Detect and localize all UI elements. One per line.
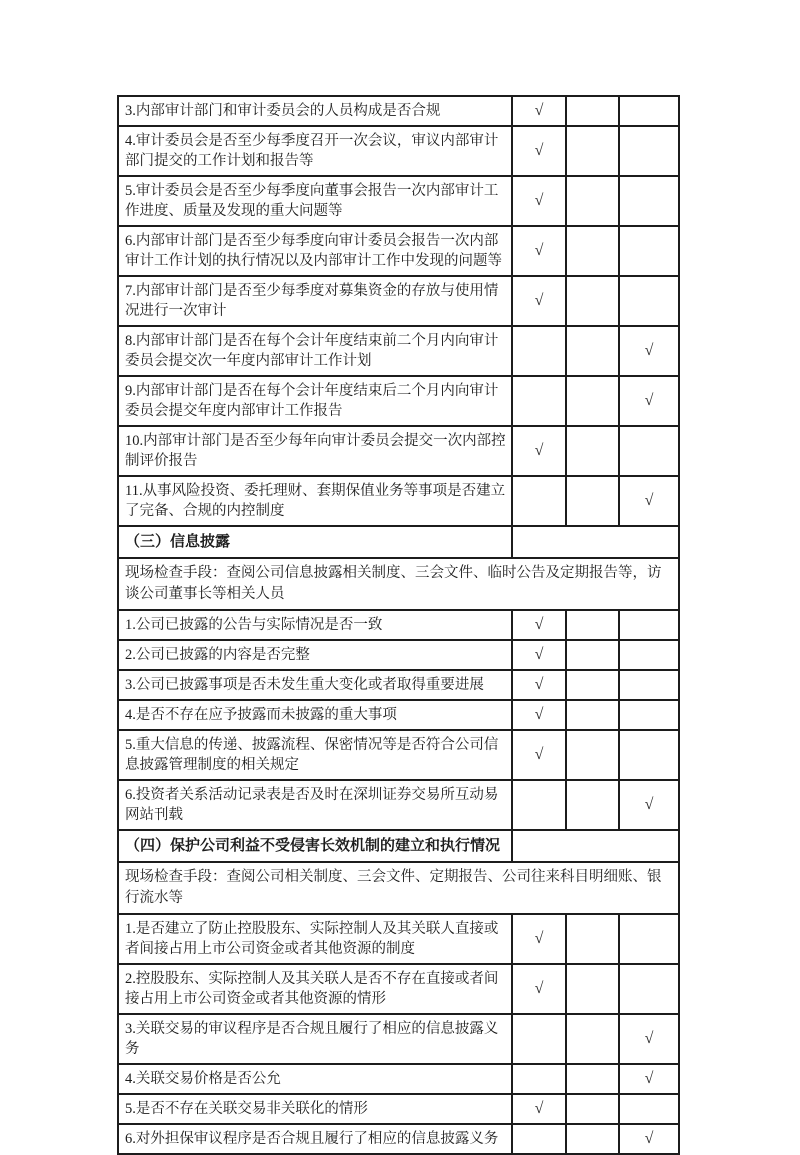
check-mark: √	[619, 376, 679, 426]
item-text: 9.内部审计部门是否在每个会计年度结束后二个月内向审计委员会提交年度内部审计工作报告	[118, 376, 512, 426]
empty-check-cell	[566, 1124, 619, 1154]
empty-check-cell	[619, 426, 679, 476]
check-mark: √	[512, 426, 566, 476]
empty-check-cell	[619, 730, 679, 780]
empty-check-cell	[566, 126, 619, 176]
check-mark: √	[512, 914, 566, 964]
check-mark: √	[619, 1124, 679, 1154]
checklist-row	[118, 610, 679, 640]
check-mark: √	[512, 126, 566, 176]
section-empty-cell	[512, 830, 679, 862]
empty-check-cell	[566, 476, 619, 526]
empty-check-cell	[512, 326, 566, 376]
empty-check-cell	[619, 670, 679, 700]
checklist-body	[118, 96, 679, 1154]
item-text: 5.是否不存在关联交易非关联化的情形	[118, 1094, 512, 1124]
check-mark: √	[512, 730, 566, 780]
item-text: 6.投资者关系活动记录表是否及时在深圳证券交易所互动易网站刊载	[118, 780, 512, 830]
empty-check-cell	[566, 426, 619, 476]
item-text: 2.控股股东、实际控制人及其关联人是否不存在直接或者间接占用上市公司资金或者其他资源的情形	[118, 964, 512, 1014]
checklist-row	[118, 862, 679, 914]
item-text: 8.内部审计部门是否在每个会计年度结束前二个月内向审计委员会提交次一年度内部审计工作计划	[118, 326, 512, 376]
empty-check-cell	[619, 126, 679, 176]
method-text: 现场检查手段：查阅公司信息披露相关制度、三会文件、临时公告及定期报告等，访谈公司董事长等相关人员	[118, 558, 679, 610]
item-text: 4.是否不存在应予披露而未披露的重大事项	[118, 700, 512, 730]
empty-check-cell	[619, 610, 679, 640]
checklist-row	[118, 476, 679, 526]
item-text: 5.审计委员会是否至少每季度向董事会报告一次内部审计工作进度、质量及发现的重大问题等	[118, 176, 512, 226]
empty-check-cell	[566, 1094, 619, 1124]
empty-check-cell	[566, 1064, 619, 1094]
empty-check-cell	[566, 914, 619, 964]
check-mark: √	[512, 964, 566, 1014]
check-mark: √	[619, 1014, 679, 1064]
item-text: 2.公司已披露的内容是否完整	[118, 640, 512, 670]
empty-check-cell	[566, 176, 619, 226]
empty-check-cell	[566, 326, 619, 376]
empty-check-cell	[619, 276, 679, 326]
item-text: 10.内部审计部门是否至少每年向审计委员会提交一次内部控制评价报告	[118, 426, 512, 476]
empty-check-cell	[619, 914, 679, 964]
audit-checklist-table	[117, 95, 680, 1155]
empty-check-cell	[566, 96, 619, 126]
empty-check-cell	[512, 1064, 566, 1094]
check-mark: √	[512, 640, 566, 670]
check-mark: √	[619, 780, 679, 830]
check-mark: √	[512, 1094, 566, 1124]
check-mark: √	[512, 96, 566, 126]
item-text: 6.对外担保审议程序是否合规且履行了相应的信息披露义务	[118, 1124, 512, 1154]
empty-check-cell	[566, 276, 619, 326]
item-text: 3.公司已披露事项是否未发生重大变化或者取得重要进展	[118, 670, 512, 700]
empty-check-cell	[566, 780, 619, 830]
checklist-row	[118, 326, 679, 376]
empty-check-cell	[619, 176, 679, 226]
empty-check-cell	[566, 376, 619, 426]
item-text: 11.从事风险投资、委托理财、套期保值业务等事项是否建立了完备、合规的内控制度	[118, 476, 512, 526]
check-mark: √	[619, 1064, 679, 1094]
section-title: （三）信息披露	[118, 526, 512, 558]
empty-check-cell	[619, 1094, 679, 1124]
empty-check-cell	[512, 476, 566, 526]
section-title: （四）保护公司利益不受侵害长效机制的建立和执行情况	[118, 830, 512, 862]
empty-check-cell	[566, 670, 619, 700]
empty-check-cell	[512, 1014, 566, 1064]
checklist-row	[118, 670, 679, 700]
check-mark: √	[512, 700, 566, 730]
empty-check-cell	[566, 964, 619, 1014]
checklist-row	[118, 558, 679, 610]
item-text: 3.关联交易的审议程序是否合规且履行了相应的信息披露义务	[118, 1014, 512, 1064]
empty-check-cell	[566, 730, 619, 780]
item-text: 4.审计委员会是否至少每季度召开一次会议，审议内部审计部门提交的工作计划和报告等	[118, 126, 512, 176]
check-mark: √	[512, 610, 566, 640]
checklist-row	[118, 780, 679, 830]
item-text: 4.关联交易价格是否公允	[118, 1064, 512, 1094]
check-mark: √	[512, 176, 566, 226]
checklist-row	[118, 1064, 679, 1094]
checklist-row	[118, 1124, 679, 1154]
empty-check-cell	[566, 226, 619, 276]
item-text: 3.内部审计部门和审计委员会的人员构成是否合规	[118, 96, 512, 126]
check-mark: √	[619, 476, 679, 526]
check-mark: √	[512, 276, 566, 326]
checklist-row	[118, 730, 679, 780]
empty-check-cell	[512, 376, 566, 426]
checklist-row	[118, 700, 679, 730]
empty-check-cell	[566, 640, 619, 670]
empty-check-cell	[566, 610, 619, 640]
checklist-row	[118, 830, 679, 862]
checklist-row	[118, 126, 679, 176]
item-text: 1.是否建立了防止控股股东、实际控制人及其关联人直接或者间接占用上市公司资金或者其他资源的制度	[118, 914, 512, 964]
check-mark: √	[512, 670, 566, 700]
empty-check-cell	[566, 700, 619, 730]
item-text: 7.内部审计部门是否至少每季度对募集资金的存放与使用情况进行一次审计	[118, 276, 512, 326]
empty-check-cell	[512, 780, 566, 830]
checklist-row	[118, 226, 679, 276]
empty-check-cell	[619, 226, 679, 276]
empty-check-cell	[619, 96, 679, 126]
checklist-row	[118, 96, 679, 126]
empty-check-cell	[619, 640, 679, 670]
item-text: 5.重大信息的传递、披露流程、保密情况等是否符合公司信息披露管理制度的相关规定	[118, 730, 512, 780]
checklist-row	[118, 964, 679, 1014]
check-mark: √	[619, 326, 679, 376]
empty-check-cell	[512, 1124, 566, 1154]
checklist-row	[118, 276, 679, 326]
section-empty-cell	[512, 526, 679, 558]
check-mark: √	[512, 226, 566, 276]
checklist-row	[118, 376, 679, 426]
checklist-row	[118, 1094, 679, 1124]
item-text: 6.内部审计部门是否至少每季度向审计委员会报告一次内部审计工作计划的执行情况以及内部审计工作中发现的问题等	[118, 226, 512, 276]
checklist-row	[118, 640, 679, 670]
empty-check-cell	[566, 1014, 619, 1064]
method-text: 现场检查手段：查阅公司相关制度、三会文件、定期报告、公司往来科目明细账、银行流水等	[118, 862, 679, 914]
checklist-row	[118, 1014, 679, 1064]
empty-check-cell	[619, 700, 679, 730]
item-text: 1.公司已披露的公告与实际情况是否一致	[118, 610, 512, 640]
empty-check-cell	[619, 964, 679, 1014]
checklist-row	[118, 914, 679, 964]
checklist-row	[118, 176, 679, 226]
checklist-row	[118, 526, 679, 558]
checklist-row	[118, 426, 679, 476]
